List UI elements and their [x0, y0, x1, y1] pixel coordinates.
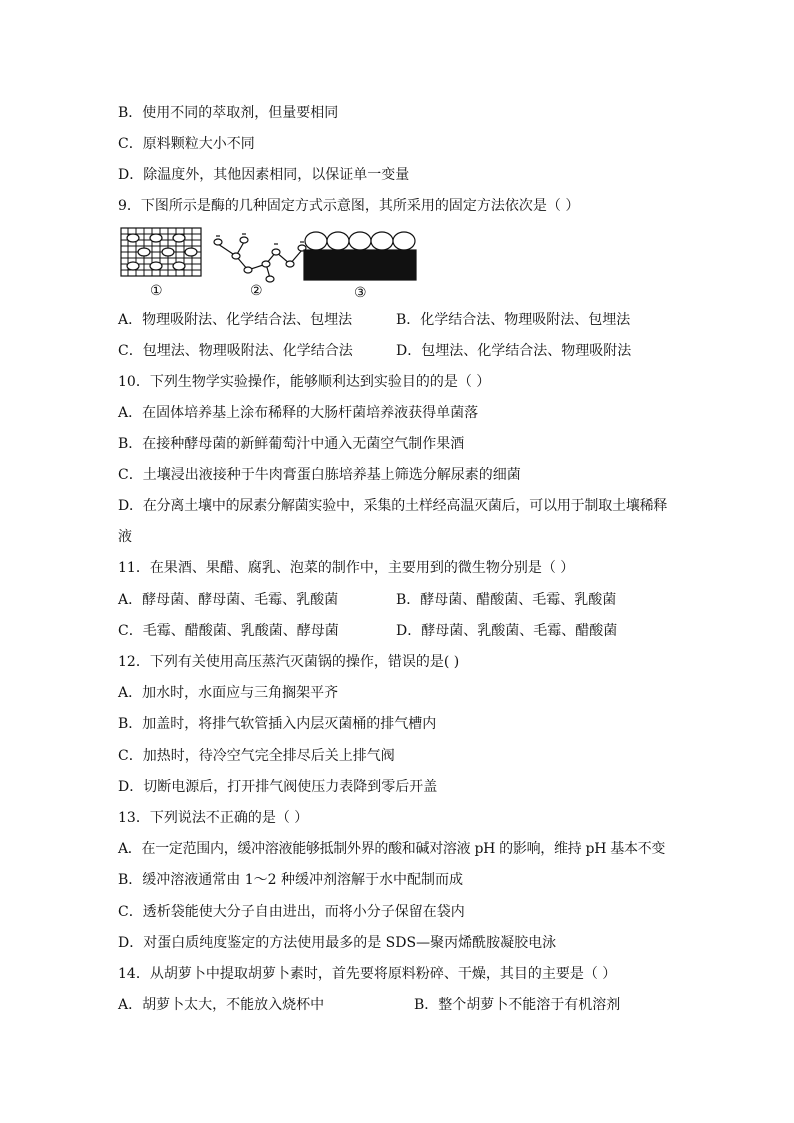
figure-panel-1-embedding — [121, 228, 201, 276]
q12-option-d: D．切断电源后，打开排气阀使压力表降到零后开盖 — [118, 779, 438, 795]
q9-stem: 9．下图所示是酶的几种固定方式示意图，其所采用的固定方法依次是（ ） — [118, 198, 580, 214]
q11-option-b: B．酵母菌、醋酸菌、毛霉、乳酸菌 — [396, 592, 617, 608]
q11-option-c: C．毛霉、醋酸菌、乳酸菌、酵母菌 — [118, 623, 339, 639]
q10-option-d-continued: 液 — [118, 529, 132, 545]
q10-stem: 10．下列生物学实验操作，能够顺利达到实验目的的是（ ） — [118, 374, 491, 390]
q9-option-d: D．包埋法、化学结合法、物理吸附法 — [396, 343, 632, 359]
figure-label-2: ② — [250, 283, 263, 299]
q12-option-b: B．加盖时，将排气软管插入内层灭菌桶的排气槽内 — [118, 716, 437, 732]
q14-stem: 14．从胡萝卜中提取胡萝卜素时，首先要将原料粉碎、干燥，其目的主要是（ ） — [118, 966, 617, 982]
q8-option-c: C．原料颗粒大小不同 — [118, 136, 255, 152]
q13-option-c: C．透析袋能使大分子自由进出，而将小分子保留在袋内 — [118, 904, 465, 920]
q13-option-d: D．对蛋白质纯度鉴定的方法使用最多的是 SDS—聚丙烯酰胺凝胶电泳 — [118, 935, 557, 951]
figure-label-1: ① — [150, 283, 163, 299]
q13-stem: 13．下列说法不正确的是（ ） — [118, 810, 309, 826]
q14-option-b: B．整个胡萝卜不能溶于有机溶剂 — [414, 997, 621, 1013]
q9-option-c: C．包埋法、物理吸附法、化学结合法 — [118, 343, 353, 359]
q10-option-b: B．在接种酵母菌的新鲜葡萄汁中通入无菌空气制作果酒 — [118, 436, 465, 452]
figure-label-3: ③ — [354, 285, 367, 301]
q12-stem: 12．下列有关使用高压蒸汽灭菌锅的操作，错误的是( ) — [118, 654, 460, 670]
q13-option-a: A．在一定范围内，缓冲溶液能够抵制外界的酸和碱对溶液 pH 的影响，维持 pH 基本不变 — [118, 841, 666, 857]
enzyme-immobilization-figure — [118, 224, 428, 306]
q8-option-b: B．使用不同的萃取剂，但量要相同 — [118, 105, 339, 121]
q11-stem: 11．在果酒、果醋、腐乳、泡菜的制作中，主要用到的微生物分别是（ ） — [118, 560, 575, 576]
q11-option-d: D．酵母菌、乳酸菌、毛霉、醋酸菌 — [396, 623, 618, 639]
q9-option-a: A．物理吸附法、化学结合法、包埋法 — [118, 312, 353, 328]
figure-panel-3-adsorption — [304, 232, 416, 280]
q10-option-d: D．在分离土壤中的尿素分解菌实验中，采集的土样经高温灭菌后，可以用于制取土壤稀释 — [118, 498, 668, 514]
q10-option-c: C．土壤浸出液接种于牛肉膏蛋白胨培养基上筛选分解尿素的细菌 — [118, 467, 521, 483]
q8-option-d: D．除温度外，其他因素相同，以保证单一变量 — [118, 167, 410, 183]
q11-option-a: A．酵母菌、酵母菌、毛霉、乳酸菌 — [118, 592, 339, 608]
q9-option-b: B．化学结合法、物理吸附法、包埋法 — [396, 312, 631, 328]
q14-option-a: A．胡萝卜太大，不能放入烧杯中 — [118, 997, 325, 1013]
q12-option-a: A．加水时，水面应与三角搁架平齐 — [118, 685, 339, 701]
figure-panel-2-crosslinking — [214, 234, 306, 282]
q10-option-a: A．在固体培养基上涂布稀释的大肠杆菌培养液获得单菌落 — [118, 405, 479, 421]
q13-option-b: B．缓冲溶液通常由 1～2 种缓冲剂溶解于水中配制而成 — [118, 872, 464, 888]
q12-option-c: C．加热时，待冷空气完全排尽后关上排气阀 — [118, 748, 395, 764]
